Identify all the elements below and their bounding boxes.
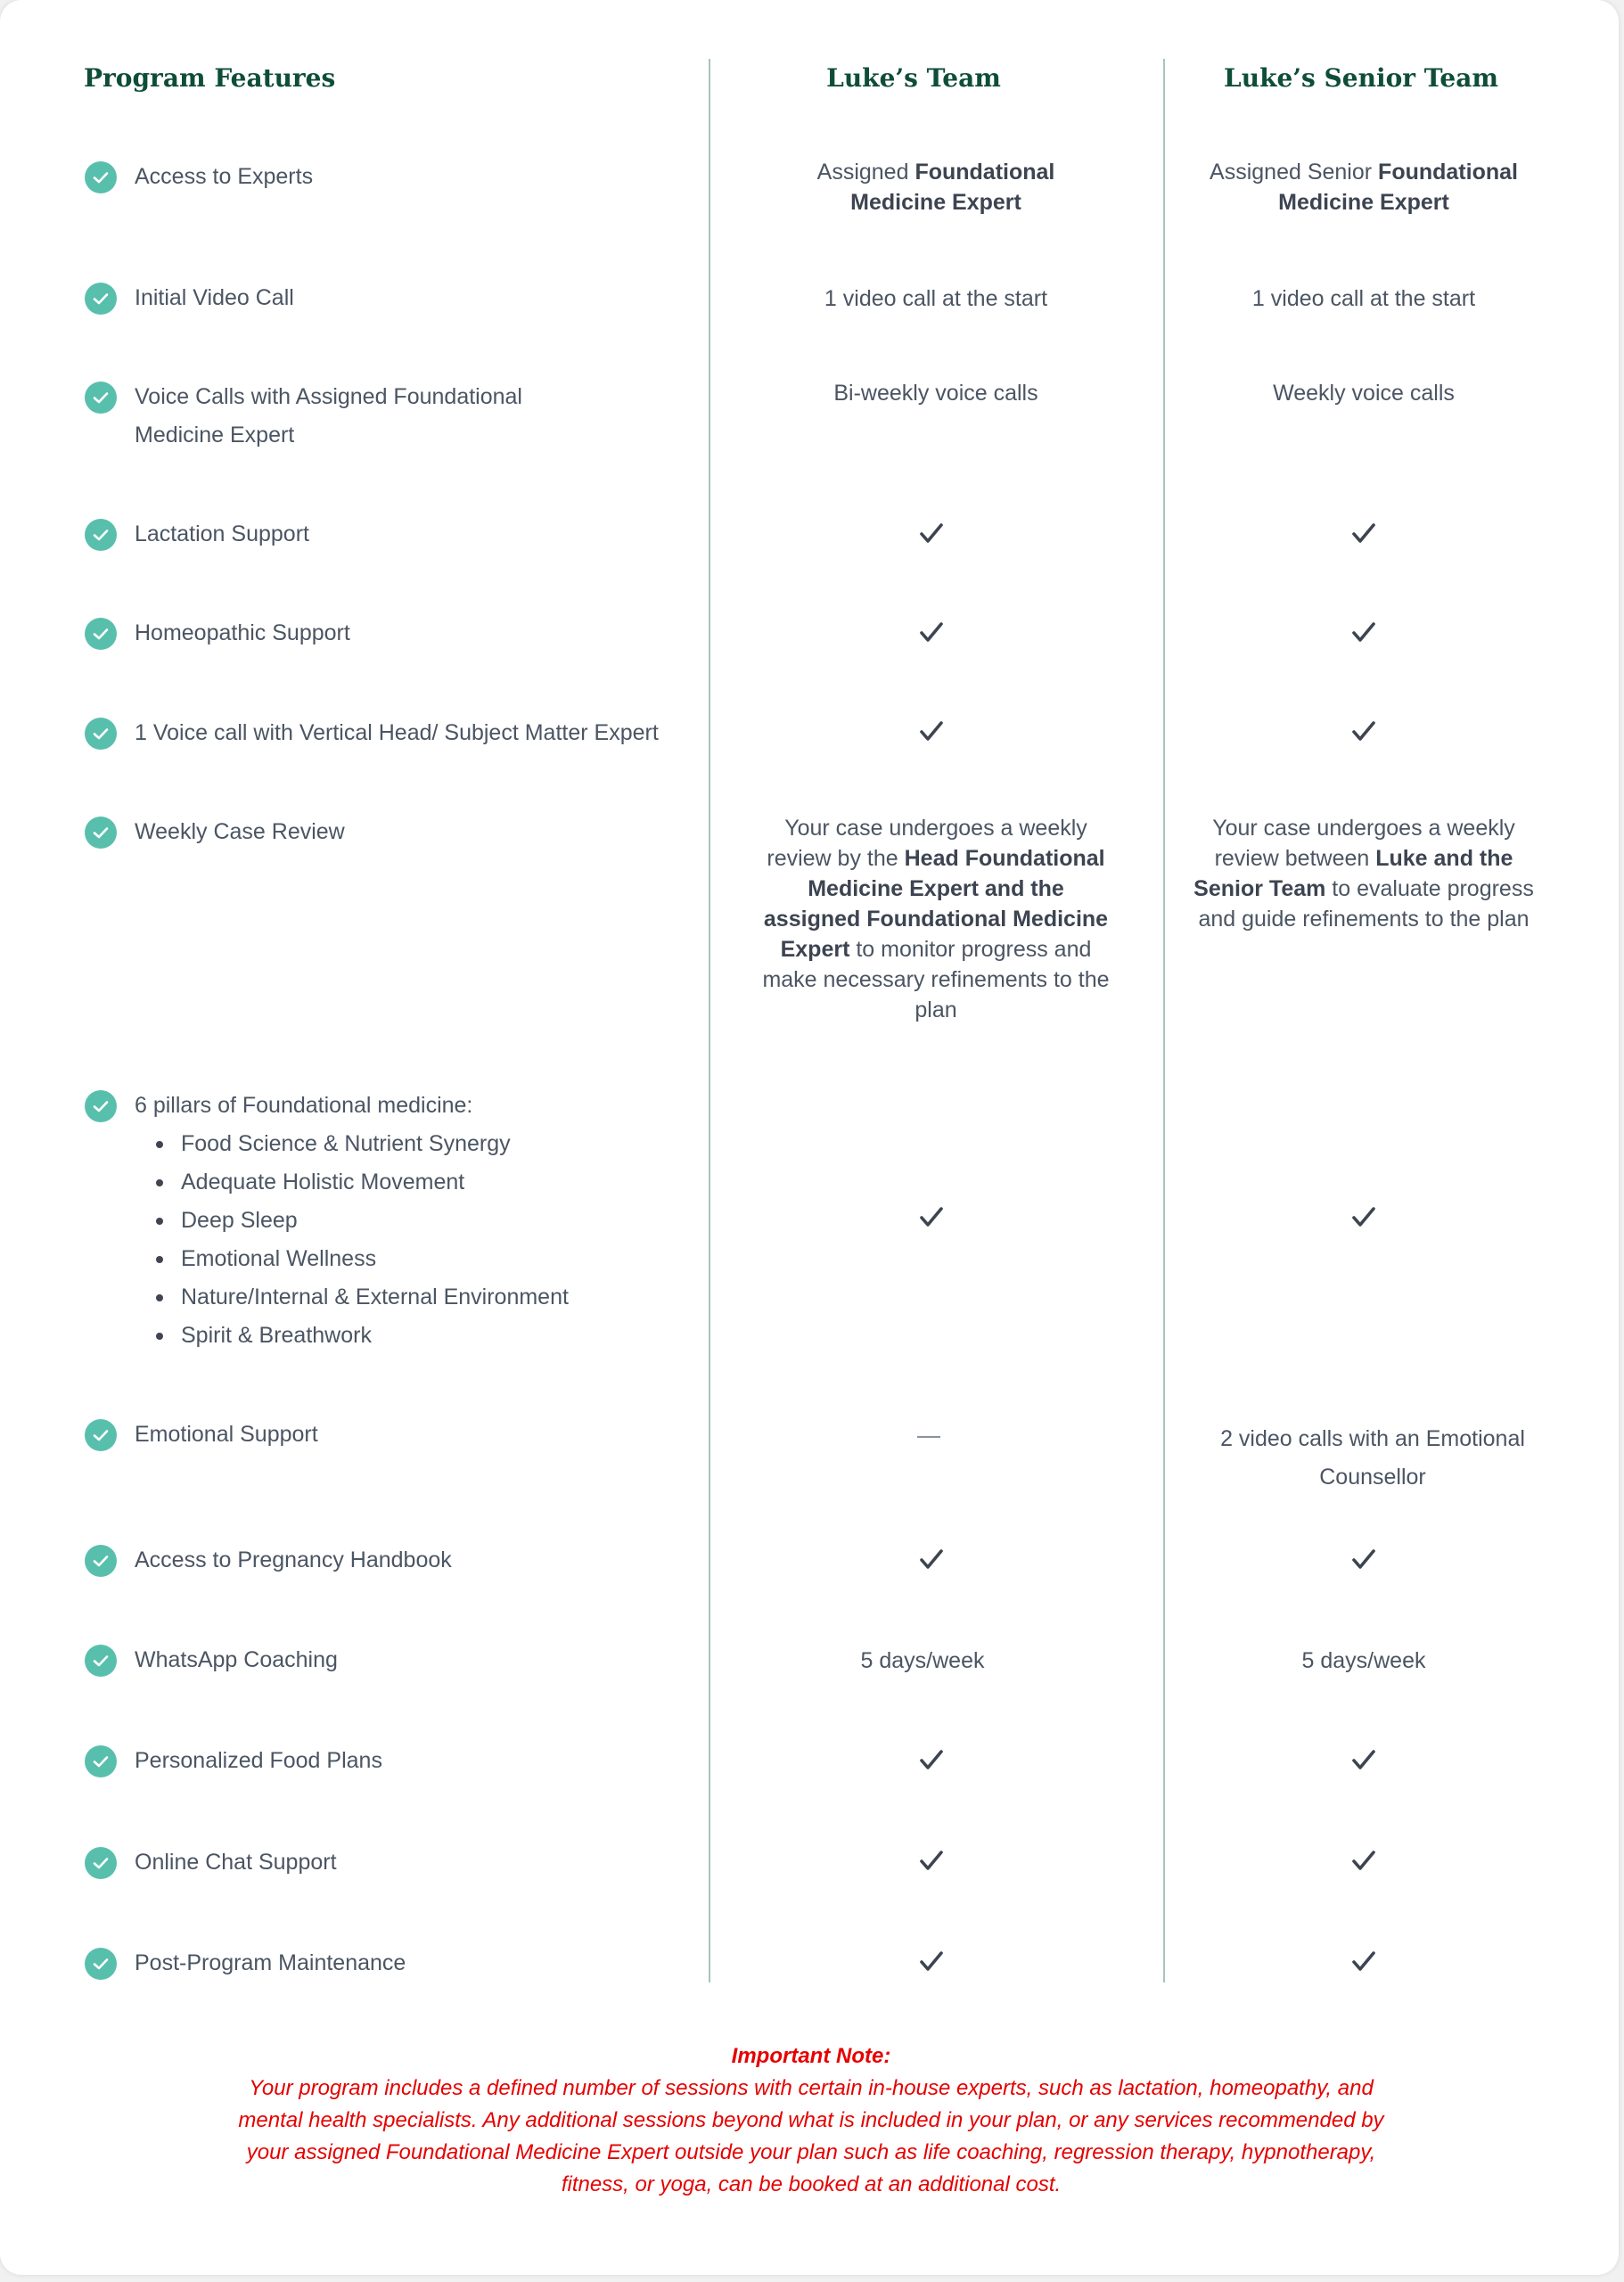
check-circle-icon (85, 1847, 117, 1879)
check-circle-icon (85, 161, 117, 193)
checkmark-icon (1350, 620, 1377, 646)
feature-label: Lactation Support (135, 521, 309, 546)
note-line: fitness, or yoga, can be booked at an additional cost. (561, 2172, 1062, 2196)
checkmark-icon (1350, 1204, 1377, 1231)
check-circle-icon (85, 817, 117, 849)
feature-label: Access to Experts (135, 164, 314, 189)
feature-label: Personalized Food Plans (135, 1748, 382, 1773)
check-circle-icon (85, 519, 117, 551)
feature-label: Emotional Support (135, 1422, 318, 1447)
list-item: Deep Sleep (156, 1202, 691, 1240)
checkmark-icon (918, 620, 945, 646)
header-lukes-senior-team: Luke’s Senior Team (1224, 63, 1498, 93)
feature-label: Online Chat Support (135, 1850, 337, 1875)
feature-label: Homeopathic Support (135, 620, 350, 645)
feature-label: Voice Calls with Assigned Foundational Medicine Expert (135, 384, 522, 447)
list-item: Emotional Wellness (156, 1240, 691, 1278)
checkmark-icon (918, 1747, 945, 1774)
column-divider-1 (709, 59, 710, 1982)
plan2-weekly-case-review: Your case undergoes a weekly review between Luke and the Senior Team to evaluate progress and guide refinements to the plan (1193, 816, 1534, 932)
check-circle-icon (85, 1645, 117, 1677)
plan2-access-to-experts: Assigned Senior Foundational Medicine Expert (1210, 160, 1518, 215)
checkmark-icon (918, 718, 945, 745)
feature-label: Initial Video Call (135, 285, 294, 310)
checkmark-icon (918, 1204, 945, 1231)
header-program-features: Program Features (84, 63, 336, 93)
checkmark-icon (918, 1848, 945, 1875)
list-item: Food Science & Nutrient Synergy (156, 1125, 691, 1163)
checkmark-icon (918, 1949, 945, 1975)
note-title: Important Note: (731, 2044, 891, 2068)
checkmark-icon (1350, 1547, 1377, 1573)
list-item: Nature/Internal & External Environment (156, 1278, 691, 1317)
check-circle-icon (85, 1090, 117, 1122)
plan1-access-to-experts: Assigned Foundational Medicine Expert (816, 160, 1055, 215)
check-circle-icon (85, 382, 117, 414)
note-line: Your program includes a defined number of sessions with certain in-house experts, such as lactation, homeopathy, and (249, 2076, 1374, 2100)
checkmark-icon (1350, 1949, 1377, 1975)
plan1-initial-video-call: 1 video call at the start (824, 286, 1048, 311)
plan2-emotional-support: 2 video calls with an Emotional Counsellor (1220, 1426, 1525, 1490)
feature-label: Weekly Case Review (135, 819, 345, 844)
check-circle-icon (85, 718, 117, 750)
plan2-initial-video-call: 1 video call at the start (1251, 286, 1476, 311)
check-circle-icon (85, 1419, 117, 1451)
checkmark-icon (1350, 1848, 1377, 1875)
checkmark-icon (1350, 1747, 1377, 1774)
checkmark-icon (918, 521, 945, 547)
header-lukes-team: Luke’s Team (826, 63, 1001, 93)
checkmark-icon (1350, 521, 1377, 547)
check-circle-icon (85, 283, 117, 315)
plan2-voice-calls: Weekly voice calls (1273, 381, 1455, 406)
feature-label: 6 pillars of Foundational medicine: (135, 1093, 473, 1118)
check-circle-icon (85, 618, 117, 650)
pillars-list (156, 1125, 691, 1355)
column-divider-2 (1163, 59, 1165, 1982)
plan1-voice-calls: Bi-weekly voice calls (833, 381, 1038, 406)
checkmark-icon (1350, 718, 1377, 745)
plan2-whatsapp-coaching: 5 days/week (1301, 1648, 1426, 1673)
note-line: mental health specialists. Any additional sessions beyond what is included in your plan, or any services recommended by (238, 2108, 1384, 2132)
check-circle-icon (85, 1745, 117, 1777)
feature-label: Access to Pregnancy Handbook (135, 1547, 452, 1572)
checkmark-icon (918, 1547, 945, 1573)
plan1-whatsapp-coaching: 5 days/week (860, 1648, 985, 1673)
plan1-weekly-case-review: Your case undergoes a weekly review by the Head Foundational Medicine Expert and the assigned Foundational Medicine Expert to monitor progress and make necessary refinements to the plan (762, 816, 1110, 1022)
feature-label: WhatsApp Coaching (135, 1647, 338, 1672)
list-item: Adequate Holistic Movement (156, 1163, 691, 1202)
feature-label: 1 Voice call with Vertical Head/ Subject Matter Expert (135, 720, 659, 745)
check-circle-icon (85, 1948, 117, 1980)
important-note (178, 2040, 1444, 2201)
feature-label: Post-Program Maintenance (135, 1950, 406, 1975)
note-line: your assigned Foundational Medicine Expert outside your plan such as life coaching, regression therapy, hypnotherapy, (246, 2140, 1376, 2164)
dash-icon (917, 1436, 940, 1438)
list-item: Spirit & Breathwork (156, 1317, 691, 1355)
check-circle-icon (85, 1545, 117, 1577)
